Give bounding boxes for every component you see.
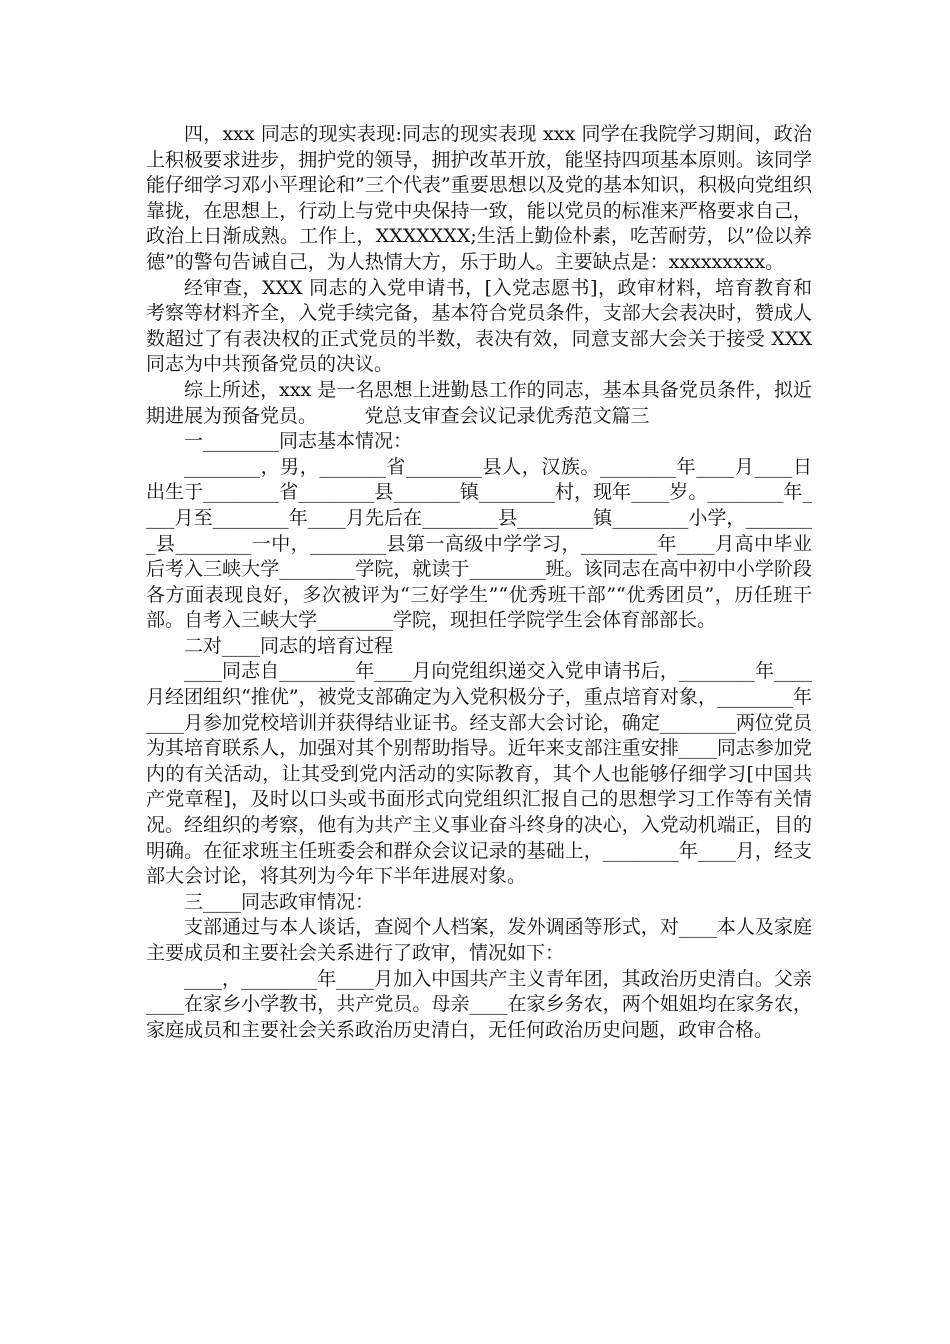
paragraph-real-performance: 四，xxx 同志的现实表现:同志的现实表现 xxx 同学在我院学习期间，政治上积极要求进步，拥护党的领导，拥护改革开放，能坚持四项基本原则。该同学能仔细学习邓小平理论和”三个代表”重要思想以及党的基本知识，积极向党组织靠拢，在思想上，行动上与党中央保持一致，能以党员的标准来严格要求自己，政治上日渐成熟。工作上，XXXXXXX;生活上勤俭朴素，吃苦耐劳，以”俭以养德”的警句告诫自己，为人热情大方，乐于助人。主要缺点是：xxxxxxxxx。 [146,123,812,273]
paragraph-political-review-details: ____，________年____月加入中国共产主义青年团，其政治历史清白。父亲____在家乡小学教书，共产党员。母亲____在家乡务农，两个姐姐均在家务农，家庭成员和主要社会关系政治历史清白，无任何政治历史问题，政审合格。 [146,967,812,1041]
paragraph-review-result: 经审查，XXX 同志的入党申请书，[入党志愿书]，政审材料，培育教育和考察等材料齐全，入党手续完备，基本符合党员条件，支部大会表决时，赞成人数超过了有表决权的正式党员的半数，表决有效，同意支部大会关于接受 XXX 同志为中共预备党员的决议。 [146,276,812,376]
paragraph-basic-info: ________，男，_______省________县人，汉族。________年____月____日出生于________省________县_______镇________村，现年____岁。________年____月至________年____月先后在________县________镇________小学，________县________一中，________县第一高级中学学习，________年____月高中毕业后考入三峡大学________学院，就读于________班。该同志在高中初中小学阶段各方面表现良好，多次被评为“三好学生”“优秀班干部”“优秀团员”，历任班干部。自考入三峡大学________学院，现担任学院学生会体育部部长。 [146,455,812,632]
document-page [146,122,812,1043]
section-heading-political-review: 三____同志政审情况： [184,890,375,913]
paragraph-political-review-intro: 支部通过与本人谈话，查阅个人档案，发外调函等形式，对____本人及家庭主要成员和主要社会关系进行了政审，情况如下： [146,916,812,964]
section-heading-basic-info: 一________同志基本情况： [184,430,413,453]
paragraph-cultivation: ____同志自________年____月向党组织递交入党申请书后，________年____月经团组织“推优”，被党支部确定为入党积极分子，重点培育对象，________年____月参加党校培训并获得结业证书。经支部大会讨论，确定________两位党员为其培育联系人，加强对其个别帮助指导。近年来支部注重安排____同志参加党内的有关活动，让其受到党内活动的实际教育，其个人也能够仔细学习[中国共产党章程]，及时以口头或书面形式向党组织汇报自己的思想学习工作等有关情况。经组织的考察，他有为共产主义事业奋斗终身的决心，入党动机端正，目的明确。在征求班主任班委会和群众会议记录的基础上，________年____月，经支部大会讨论，将其列为今年下半年进展对象。 [146,660,812,888]
section-heading-cultivation: 二对____同志的培育过程 [184,634,394,657]
paragraph-summary: 综上所述，xxx 是一名思想上进勤恳工作的同志，基本具备党员条件，拟近期进展为预备党员。 党总支审查会议记录优秀范文篇三 [146,378,812,427]
